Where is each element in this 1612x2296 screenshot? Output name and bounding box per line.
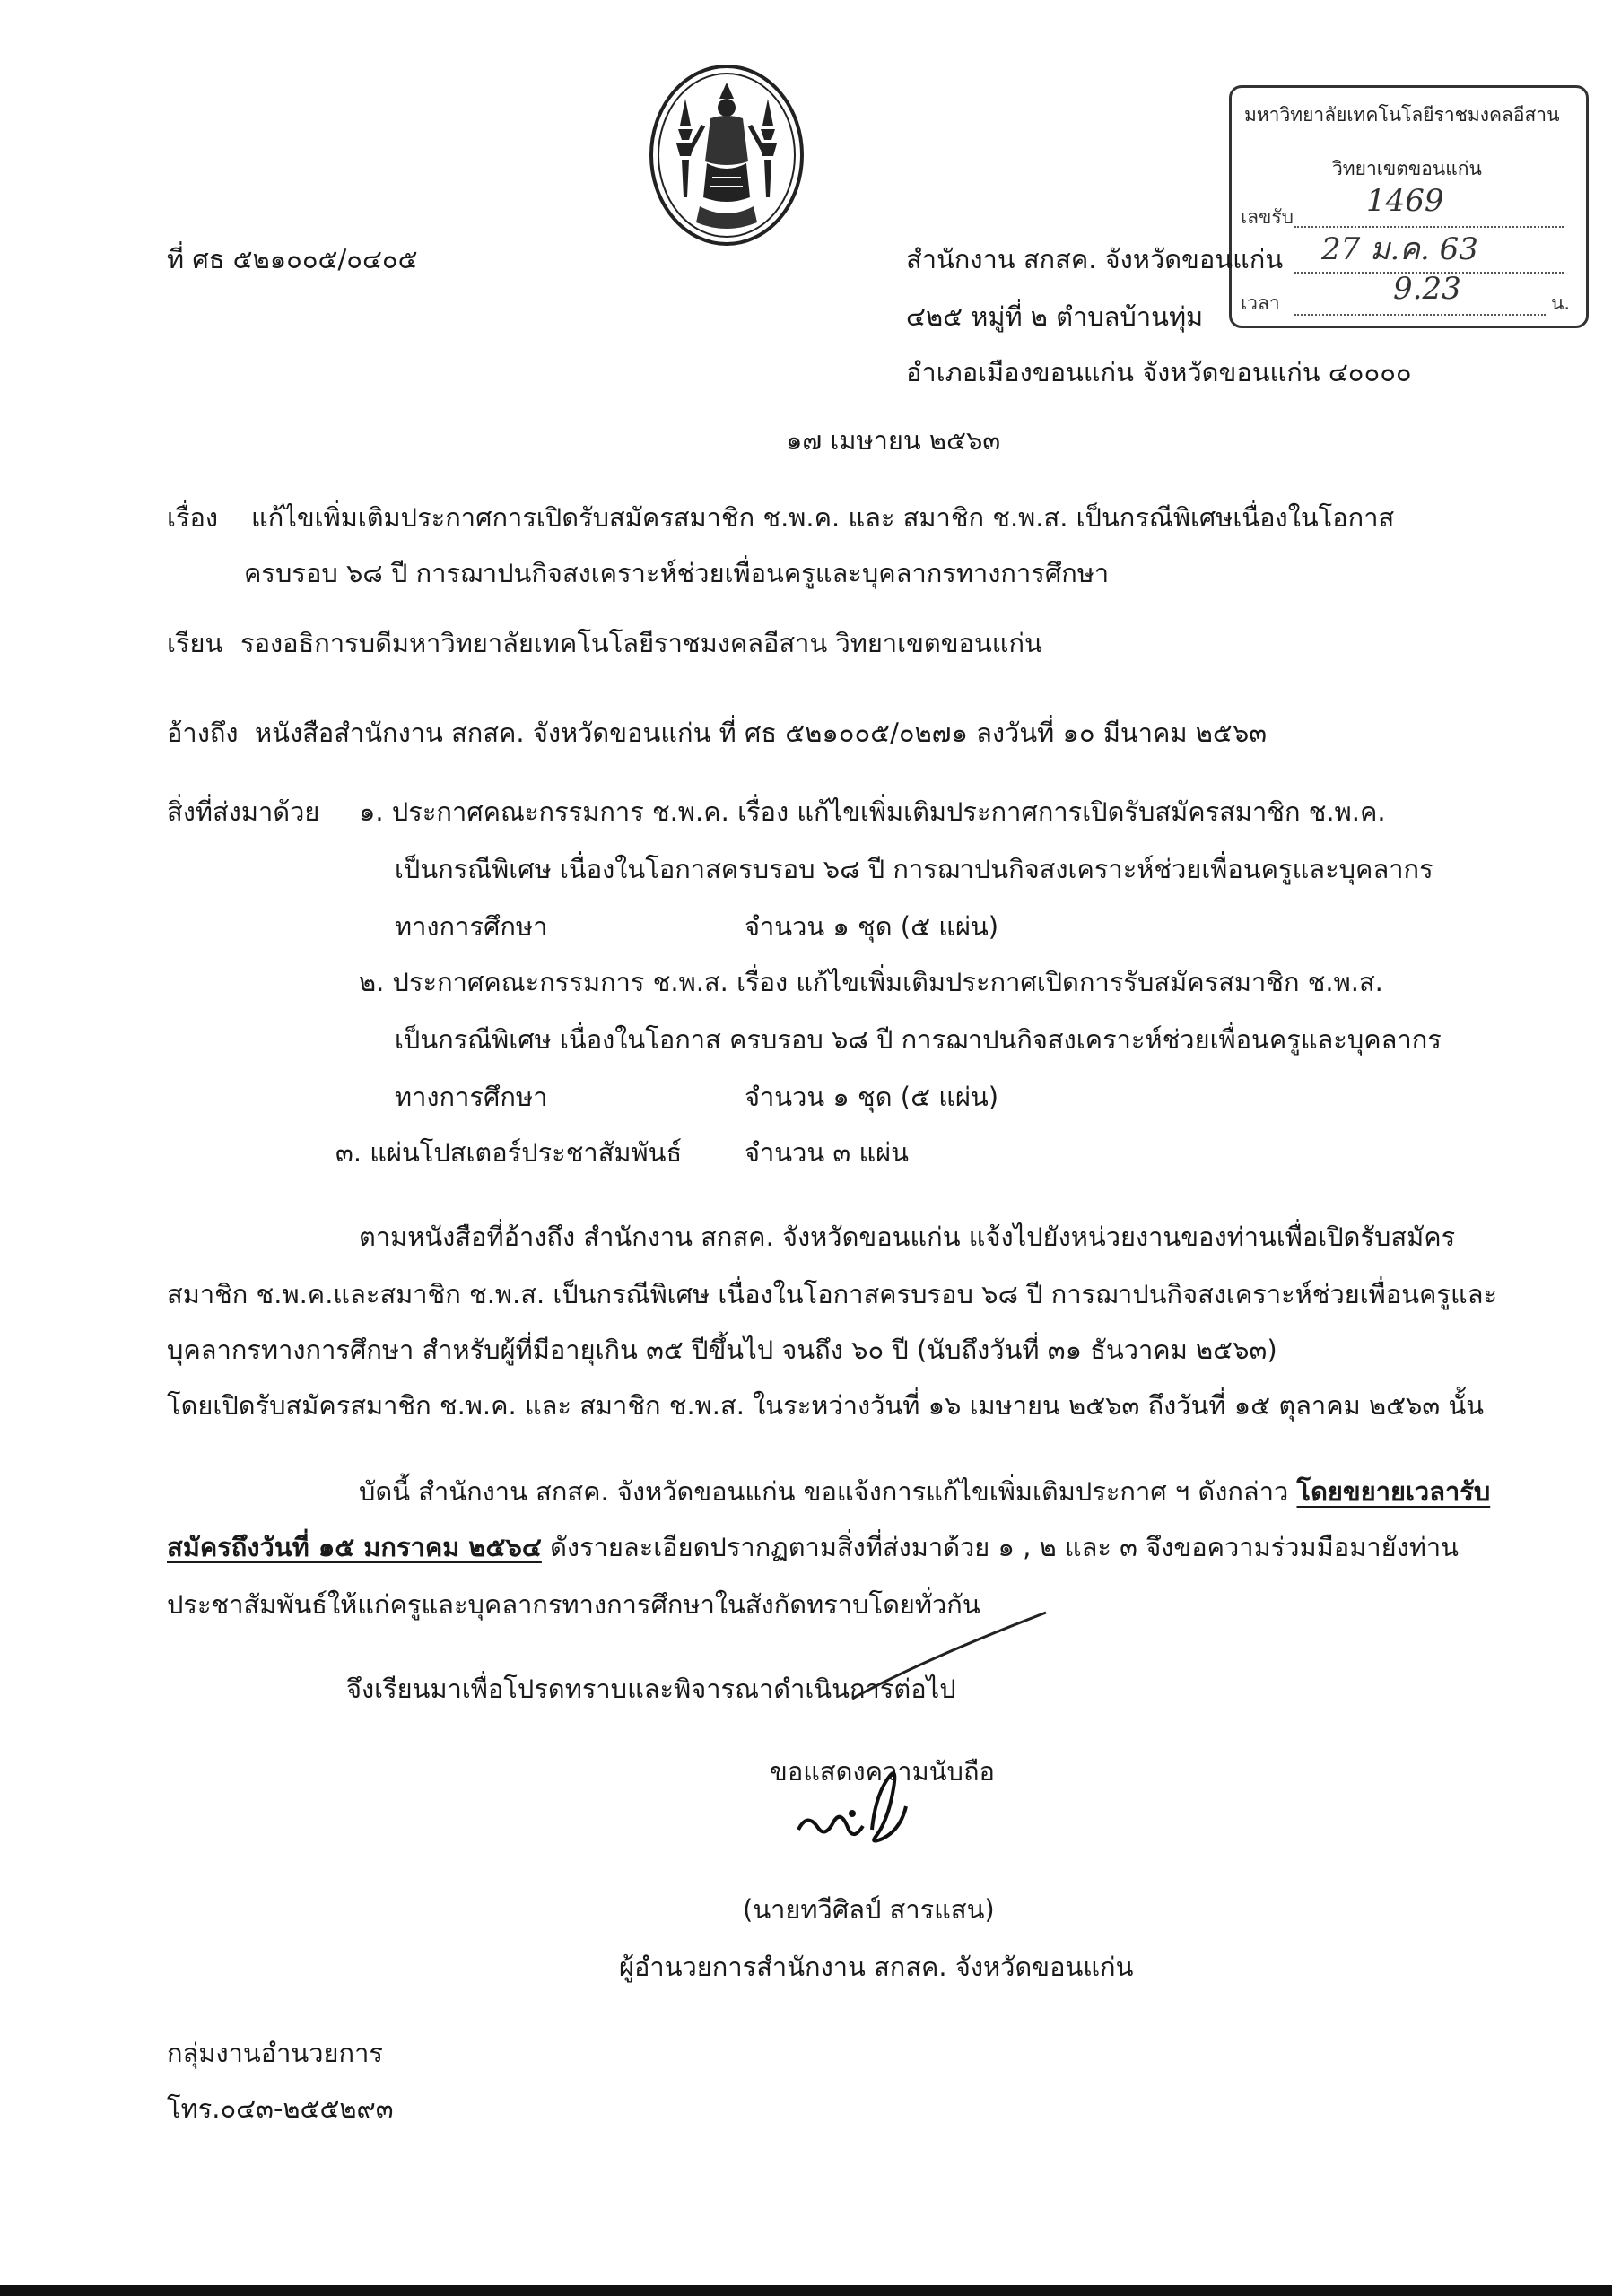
subject-label: เรื่อง <box>167 502 219 533</box>
body-paragraph-2-line-1 <box>359 1476 1490 1508</box>
enclosure-item-1-line-3: ทางการศึกษา <box>395 911 548 942</box>
body-paragraph-2-line-2 <box>167 1532 1459 1563</box>
stamp-org: มหาวิทยาลัยเทคโนโลยีราชมงคลอีสาน <box>1244 104 1560 126</box>
extension-deadline: สมัครถึงวันที่ ๑๕ มกราคม ๒๕๖๔ <box>167 1532 542 1562</box>
stamp-receipt-label: เลขรับ <box>1241 206 1294 228</box>
enclosures-label: สิ่งที่ส่งมาด้วย <box>167 796 320 827</box>
office-address-line: ๔๒๕ หมู่ที่ ๒ ตำบลบ้านทุ่ม <box>906 301 1204 332</box>
closing-request: จึงเรียนมาเพื่อโปรดทราบและพิจารณาดำเนินการต่อไป <box>346 1674 956 1704</box>
signature-flourish <box>834 1605 1050 1704</box>
extension-highlight: โดยขยายเวลารับ <box>1296 1476 1491 1507</box>
subject-line-2: ครบรอบ ๖๘ ปี การฌาปนกิจสงเคราะห์ช่วยเพื่อนครูและบุคลากรทางการศึกษา <box>244 558 1110 588</box>
stamp-campus: วิทยาเขตขอนแก่น <box>1332 158 1482 179</box>
body-paragraph-1-line-4: โดยเปิดรับสมัครสมาชิก ช.พ.ค. และ สมาชิก ช.พ.ส. ในระหว่างวันที่ ๑๖ เมษายน ๒๕๖๓ ถึงวันที่ ๑๕ ตุลาคม ๒๕๖๓ นั้น <box>167 1390 1485 1421</box>
stamp-receipt-number: 1469 <box>1366 183 1444 219</box>
enclosure-item-1: ๑. ประกาศคณะกรรมการ ช.พ.ค. เรื่อง แก้ไขเพิ่มเติมประกาศการเปิดรับสมัครสมาชิก ช.พ.ค. <box>359 796 1386 827</box>
department: กลุ่มงานอำนวยการ <box>167 2038 383 2068</box>
enclosure-item-2-line-3: ทางการศึกษา <box>395 1082 548 1112</box>
signature <box>789 1695 978 1874</box>
stamp-time-value: 9.23 <box>1393 271 1461 307</box>
enclosure-item-2-line-2: เป็นกรณีพิเศษ เนื่องในโอกาส ครบรอบ ๖๘ ปี การฌาปนกิจสงเคราะห์ช่วยเพื่อนครูและบุคลากร <box>395 1024 1442 1055</box>
body-paragraph-2-text: ดังรายละเอียดปรากฏตามสิ่งที่ส่งมาด้วย ๑ , ๒ และ ๓ จึงขอความร่วมมือมายังท่าน <box>541 1532 1459 1562</box>
body-paragraph-1-line-2: สมาชิก ช.พ.ค.และสมาชิก ช.พ.ส. เป็นกรณีพิเศษ เนื่องในโอกาสครบรอบ ๖๘ ปี การฌาปนกิจสงเคราะห์ช่วยเพื่อนครูและ <box>167 1279 1498 1309</box>
enclosure-item-3: ๓. แผ่นโปสเตอร์ประชาสัมพันธ์ <box>335 1137 683 1168</box>
stamp-time-unit: น. <box>1551 292 1571 314</box>
body-paragraph-1-line-3: บุคลากรทางการศึกษา สำหรับผู้ที่มีอายุเกิน ๓๕ ปีขึ้นไป จนถึง ๖๐ ปี (นับถึงวันที่ ๓๑ ธันวาคม ๒๕๖๓) <box>167 1335 1277 1365</box>
signer-title: ผู้อำนวยการสำนักงาน สกสค. จังหวัดขอนแก่น <box>619 1952 1134 1982</box>
enclosure-item-2-quantity: จำนวน ๑ ชุด (๕ แผ่น) <box>745 1082 999 1112</box>
stamp-dotted-line <box>1294 314 1546 316</box>
document-date: ๑๗ เมษายน ๒๕๖๓ <box>786 425 1001 456</box>
stamp-dotted-line <box>1294 226 1564 228</box>
enclosure-item-1-line-2: เป็นกรณีพิเศษ เนื่องในโอกาสครบรอบ ๖๘ ปี การฌาปนกิจสงเคราะห์ช่วยเพื่อนครูและบุคลากร <box>395 854 1433 884</box>
stamp-time-label: เวลา <box>1241 292 1280 314</box>
enclosure-item-3-quantity: จำนวน ๓ แผ่น <box>745 1137 909 1168</box>
reference-label: อ้างถึง <box>167 718 239 748</box>
reference-text: หนังสือสำนักงาน สกสค. จังหวัดขอนแก่น ที่ ศธ ๕๒๑๐๐๕/๐๒๗๑ ลงวันที่ ๑๐ มีนาคม ๒๕๖๓ <box>255 718 1268 748</box>
closing-regards: ขอแสดงความนับถือ <box>770 1756 995 1787</box>
subject-line-1: แก้ไขเพิ่มเติมประกาศการเปิดรับสมัครสมาชิก ช.พ.ค. และ สมาชิก ช.พ.ส. เป็นกรณีพิเศษเนื่องในโอกาส <box>251 502 1395 533</box>
enclosure-item-2: ๒. ประกาศคณะกรรมการ ช.พ.ส. เรื่อง แก้ไขเพิ่มเติมประกาศเปิดการรับสมัครสมาชิก ช.พ.ส. <box>359 967 1383 997</box>
to-label: เรียน <box>167 628 223 658</box>
signer-name: (นายทวีศิลป์ สารแสน) <box>743 1894 995 1925</box>
receipt-stamp <box>1229 85 1589 328</box>
reference-number: ที่ ศธ ๕๒๑๐๐๕/๐๔๐๕ <box>167 244 418 274</box>
scan-edge <box>0 2285 1612 2296</box>
stamp-date-value: 27 ม.ค. 63 <box>1321 231 1478 267</box>
office-name: สำนักงาน สกสค. จังหวัดขอนแก่น <box>906 244 1284 274</box>
royal-seal-emblem <box>648 63 806 248</box>
body-paragraph-2-line-3: ประชาสัมพันธ์ให้แก่ครูและบุคลากรทางการศึกษาในสังกัดทราบโดยทั่วกัน <box>167 1589 980 1620</box>
body-paragraph-1-line-1: ตามหนังสือที่อ้างถึง สำนักงาน สกสค. จังหวัดขอนแก่น แจ้งไปยังหน่วยงานของท่านเพื่อเปิดรับสมัคร <box>359 1222 1456 1252</box>
enclosure-item-1-quantity: จำนวน ๑ ชุด (๕ แผ่น) <box>745 911 999 942</box>
phone-number: โทร.๐๔๓-๒๕๕๒๙๓ <box>167 2093 394 2124</box>
to-recipient: รองอธิการบดีมหาวิทยาลัยเทคโนโลยีราชมงคลอีสาน วิทยาเขตขอนแก่น <box>240 628 1042 658</box>
office-address-city: อำเภอเมืองขอนแก่น จังหวัดขอนแก่น ๔๐๐๐๐ <box>906 357 1412 387</box>
body-paragraph-2-text: บัดนี้ สำนักงาน สกสค. จังหวัดขอนแก่น ขอแจ้งการแก้ไขเพิ่มเติมประกาศ ฯ ดังกล่าว <box>359 1476 1297 1507</box>
